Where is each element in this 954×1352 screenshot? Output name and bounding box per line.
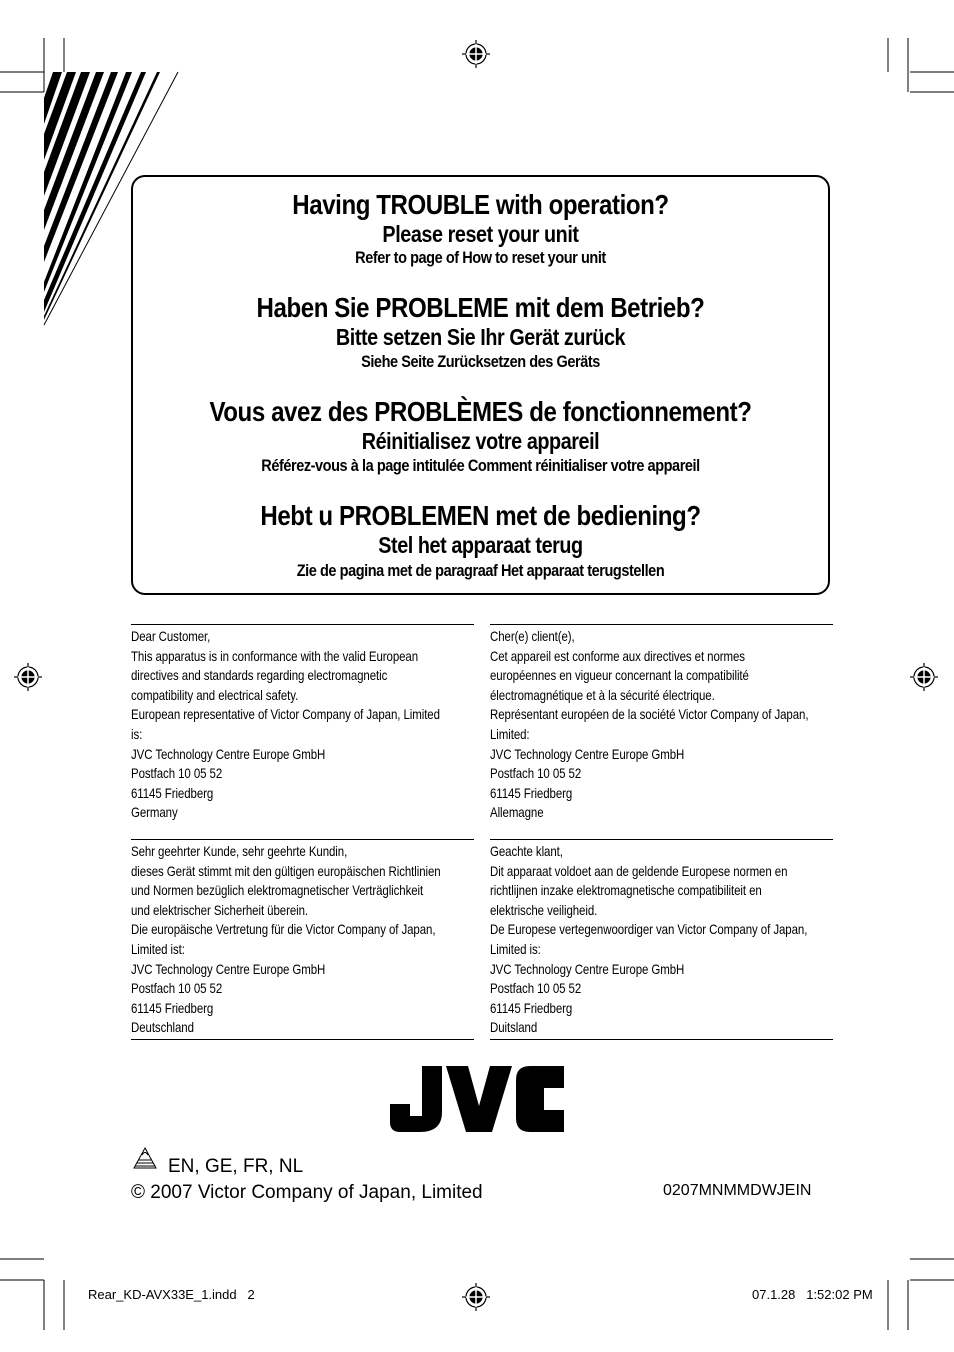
notice-line: JVC Technology Centre Europe GmbH [490,745,685,762]
registration-mark-right [910,663,938,691]
notice-nl [490,839,833,1040]
notice-line: Cet appareil est conforme aux directives et normes [490,647,745,664]
notice-line: Allemagne [490,804,544,821]
note-nl: Zie de pagina met de paragraaf Het apparaat terugstellen [296,562,665,580]
notice-line: JVC Technology Centre Europe GmbH [131,960,326,977]
notice-line: Limited ist: [131,940,185,957]
subtitle-fr: Réinitialisez votre appareil [361,428,600,454]
note-de: Siehe Seite Zurücksetzen des Geräts [361,353,600,371]
languages: EN, GE, FR, NL [168,1156,304,1177]
notice-line: Postfach 10 05 52 [131,980,223,997]
notice-line: Représentant européen de la société Victor Company of Japan, [490,706,809,723]
notice-line: richtlijnen inzake elektromagnetische compatibiliteit en [490,882,762,899]
slug-timestamp: 07.1.28 1:52:02 PM [752,1287,873,1302]
notice-line: européennes en vigueur concernant la compatibilité [490,667,749,684]
registration-mark-left [14,663,42,691]
notice-line: Dit apparaat voldoet aan de geldende Europese normen en [490,862,788,879]
trouble-box [131,175,830,595]
notice-line: Postfach 10 05 52 [490,765,582,782]
notice-line: Die europäische Vertretung für die Victor Company of Japan, [131,921,436,938]
registration-mark-bottom [462,1283,490,1311]
product-code: 0207MNMMDWJEIN [663,1182,812,1199]
subtitle-en: Please reset your unit [382,221,579,247]
note-en: Refer to page of How to reset your unit [355,249,606,267]
title-nl: Hebt u PROBLEMEN met de bediening? [260,500,701,531]
notice-line: und elektrischer Sicherheit überein. [131,901,309,918]
title-fr: Vous avez des PROBLÈMES de fonctionnement? [209,396,752,427]
title-en: Having TROUBLE with operation? [292,189,669,220]
recycle-icon [132,1146,158,1172]
slug-filename: Rear_KD-AVX33E_1.indd 2 [88,1287,255,1302]
notice-line: 61145 Friedberg [490,784,573,801]
notice-line: directives and standards regarding electromagnetic [131,667,388,684]
notice-line: This apparatus is in conformance with the valid European [131,647,419,664]
notice-line: électromagnétique et à la sécurité électrique. [490,686,715,703]
registration-mark-top [462,40,490,68]
notice-line: Cher(e) client(e), [490,628,575,644]
notice-line: Limited: [490,725,530,742]
note-fr: Référez-vous à la page intitulée Comment réinitialiser votre appareil [261,457,700,475]
notice-line: Limited is: [490,940,541,957]
notice-line: Dear Customer, [131,628,211,644]
notice-line: Germany [131,804,178,821]
notice-line: compatibility and electrical safety. [131,686,299,703]
notice-line: Geachte klant, [490,843,563,859]
notice-line: European representative of Victor Company of Japan, Limited [131,706,440,723]
notice-line: 61145 Friedberg [131,999,214,1016]
notice-line: Postfach 10 05 52 [490,980,582,997]
notice-line: De Europese vertegenwoordiger van Victor Company of Japan, [490,921,808,938]
notice-fr [490,624,833,840]
subtitle-de: Bitte setzen Sie Ihr Gerät zurück [335,324,626,350]
notice-line: elektrische veiligheid. [490,901,598,918]
notice-line: 61145 Friedberg [490,999,573,1016]
notice-line: JVC Technology Centre Europe GmbH [131,745,326,762]
notice-line: und Normen bezüglich elektromagnetischer Verträglichkeit [131,882,424,899]
title-de: Haben Sie PROBLEME mit dem Betrieb? [256,292,705,323]
notice-line: Postfach 10 05 52 [131,765,223,782]
notice-line: 61145 Friedberg [131,784,214,801]
notice-en [131,624,474,840]
jvc-logo [390,1066,564,1132]
notice-line: Duitsland [490,1019,538,1036]
notice-line: dieses Gerät stimmt mit den gültigen europäischen Richtlinien [131,862,441,879]
subtitle-nl: Stel het apparaat terug [378,532,583,558]
notice-line: Sehr geehrter Kunde, sehr geehrte Kundin, [131,843,348,859]
notice-line: Deutschland [131,1019,194,1036]
notice-line: is: [131,725,143,742]
notice-de [131,839,474,1040]
notice-line: JVC Technology Centre Europe GmbH [490,960,685,977]
copyright: © 2007 Victor Company of Japan, Limited [131,1182,483,1203]
